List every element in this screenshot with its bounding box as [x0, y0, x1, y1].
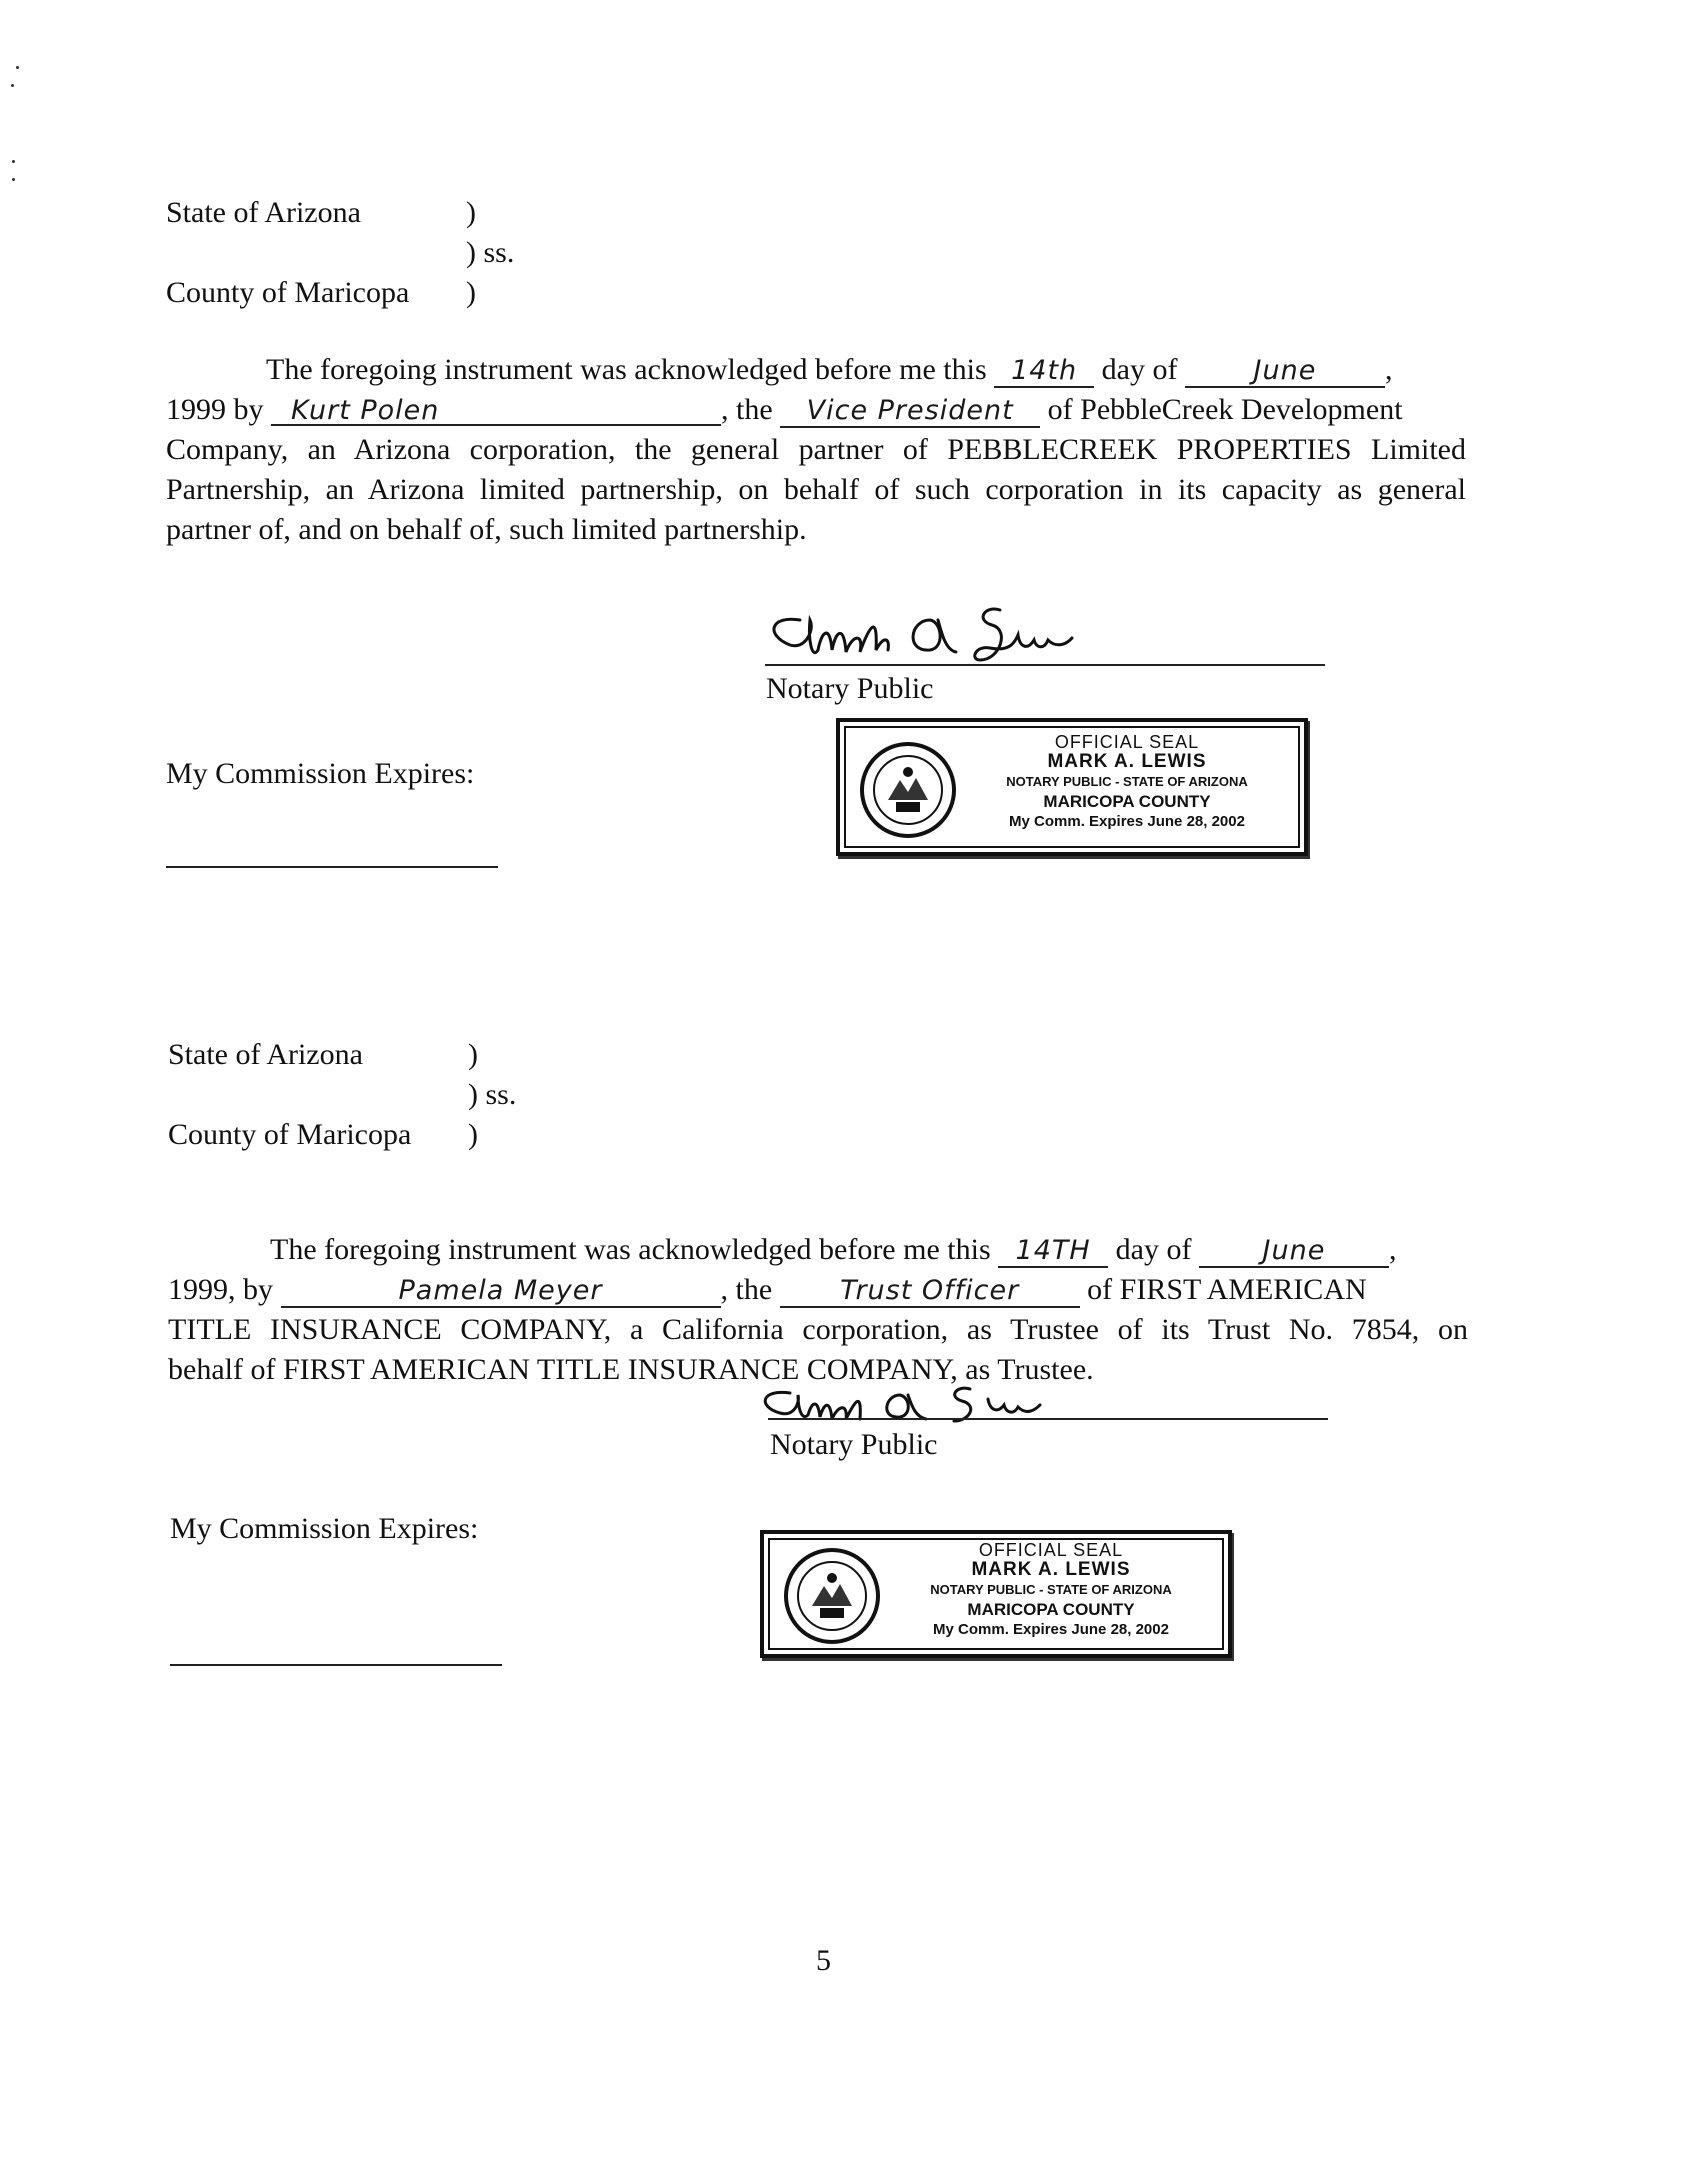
notary-signature	[760, 590, 1140, 670]
seal-line: OFFICIAL SEAL	[978, 1540, 1124, 1560]
paragraph-text: 1999 by	[166, 393, 264, 426]
paragraph-text: The foregoing instrument was acknowledged before me this	[266, 353, 987, 386]
seal-line: MARK A. LEWIS	[1047, 751, 1207, 772]
day-field: 14TH	[998, 1236, 1108, 1268]
venue-paren: )	[466, 276, 476, 309]
state-label: State of Arizona	[168, 1038, 363, 1071]
signer-title-field: Vice President	[780, 396, 1040, 428]
paragraph-line	[168, 1230, 1468, 1270]
signature-line	[765, 664, 1325, 666]
paragraph-text: day of	[1115, 1233, 1192, 1266]
seal-line: NOTARY PUBLIC - STATE OF ARIZONA	[930, 1582, 1172, 1597]
commission-expires-label: My Commission Expires:	[166, 757, 475, 790]
paragraph-line	[166, 390, 1466, 430]
commission-expires-label: My Commission Expires:	[170, 1512, 479, 1545]
seal-line: My Comm. Expires June 28, 2002	[1009, 813, 1245, 830]
state-label: State of Arizona	[166, 196, 361, 229]
acknowledgment-paragraph	[166, 350, 1466, 550]
paragraph-text: day of	[1101, 353, 1178, 386]
arizona-state-seal-icon	[782, 1546, 882, 1646]
paragraph-text: , the	[720, 1273, 773, 1306]
paragraph-text: The foregoing instrument was acknowledged before me this	[270, 1233, 991, 1266]
notary-seal-stamp	[760, 1530, 1232, 1658]
paragraph-text: ,	[1388, 1233, 1397, 1266]
notary-seal-stamp	[836, 718, 1308, 856]
seal-text	[904, 1540, 1198, 1640]
venue-paren: )	[466, 196, 476, 229]
scan-speck	[11, 84, 14, 87]
venue-paren: )	[468, 1118, 478, 1151]
paragraph-line: TITLE INSURANCE COMPANY, a California corporation, as Trustee of its Trust No. 7854, on	[168, 1313, 1468, 1346]
seal-line: MARICOPA COUNTY	[1043, 792, 1211, 811]
signer-title-field: Trust Officer	[780, 1276, 1080, 1308]
arizona-state-seal-icon	[858, 740, 958, 840]
paragraph-text: of FIRST AMERICAN	[1087, 1273, 1367, 1306]
scan-speck	[12, 160, 15, 163]
paragraph-line	[168, 1270, 1468, 1310]
county-label: County of Maricopa	[166, 276, 410, 309]
paragraph-line: partner of, and on behalf of, such limited partnership.	[166, 513, 807, 546]
seal-line: OFFICIAL SEAL	[1054, 732, 1200, 752]
seal-text	[980, 732, 1274, 832]
paragraph-line: Company, an Arizona corporation, the general partner of PEBBLECREEK PROPERTIES Limited	[166, 433, 1466, 466]
month-field: June	[1185, 356, 1385, 388]
paragraph-text: 1999, by	[168, 1273, 273, 1306]
notary-public-label: Notary Public	[770, 1428, 938, 1461]
ss-label: ) ss.	[468, 1078, 517, 1111]
commission-date-blank	[166, 866, 498, 868]
paragraph-line: behalf of FIRST AMERICAN TITLE INSURANCE COMPANY, as Trustee.	[168, 1353, 1094, 1386]
day-field: 14th	[994, 356, 1094, 388]
paragraph-line: Partnership, an Arizona limited partnership, on behalf of such corporation in its capacity as general	[166, 473, 1466, 506]
signer-name-field: Kurt Polen	[271, 396, 721, 426]
paragraph-text: , the	[721, 393, 773, 426]
scan-speck	[12, 178, 15, 181]
paragraph-text: of PebbleCreek Development	[1047, 393, 1403, 426]
paragraph-line	[166, 350, 1466, 390]
venue-paren: )	[468, 1038, 478, 1071]
page-number: 5	[816, 1944, 831, 1977]
signature-line	[768, 1418, 1328, 1420]
seal-line: NOTARY PUBLIC - STATE OF ARIZONA	[1006, 774, 1248, 789]
scan-speck	[16, 66, 19, 69]
seal-line: MARICOPA COUNTY	[967, 1600, 1135, 1619]
seal-line: MARK A. LEWIS	[971, 1559, 1131, 1580]
month-field: June	[1199, 1236, 1389, 1268]
signer-name-field: Pamela Meyer	[281, 1276, 721, 1308]
acknowledgment-paragraph	[168, 1230, 1468, 1390]
ss-label: ) ss.	[466, 236, 515, 269]
seal-line: My Comm. Expires June 28, 2002	[933, 1621, 1169, 1638]
commission-date-blank	[170, 1664, 502, 1666]
county-label: County of Maricopa	[168, 1118, 412, 1151]
paragraph-text: ,	[1384, 353, 1393, 386]
notary-public-label: Notary Public	[766, 672, 934, 705]
